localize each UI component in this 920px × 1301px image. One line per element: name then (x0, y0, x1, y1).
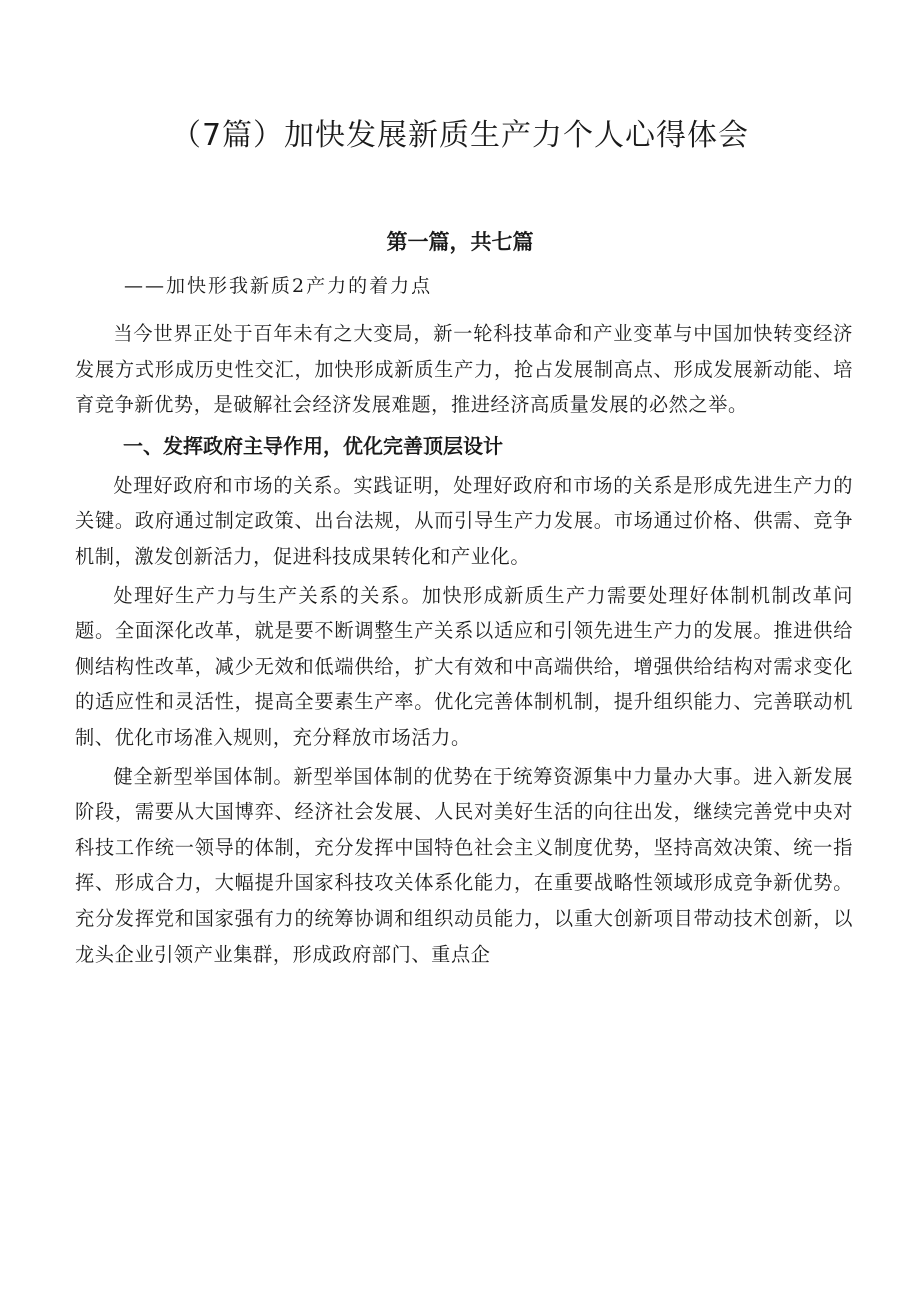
section-paragraph: 处理好生产力与生产关系的关系。加快形成新质生产力需要处理好体制机制改革问题。全面深化改革，就是要不断调整生产关系以适应和引领先进生产力的发展。推进供给侧结构性改革，减少无效和低端供给，扩大有效和中高端供给，增强供给结构对需求变化的适应性和灵活性，提高全要素生产率。优化完善体制机制，提升组织能力、完善联动机制、优化市场准入规则，充分释放市场活力。 (75, 583, 853, 749)
document-body (75, 316, 853, 972)
section-paragraph: 处理好政府和市场的关系。实践证明，处理好政府和市场的关系是形成先进生产力的关键。政府通过制定政策、出台法规，从而引导生产力发展。市场通过价格、供需、竞争机制，激发创新活力，促进科技成果转化和产业化。 (75, 473, 853, 568)
section-heading: 一、发挥政府主导作用，优化完善顶层设计 (123, 433, 503, 458)
section-paragraph: 健全新型举国体制。新型举国体制的优势在于统筹资源集中力量办大事。进入新发展阶段，需要从大国博弈、经济社会发展、人民对美好生活的向往出发，继续完善党中央对科技工作统一领导的体制，充分发挥中国特色社会主义制度优势，坚持高效决策、统一指挥、形成合力，大幅提升国家科技攻关体系化能力，在重要战略性领域形成竞争新优势。充分发挥党和国家强有力的统筹协调和组织动员能力，以重大创新项目带动技术创新，以龙头企业引领产业集群，形成政府部门、重点企 (75, 764, 853, 966)
document-title: （7篇）加快发展新质生产力个人心得体会 (170, 118, 750, 153)
chapter-subtitle: ——加快形我新质2产力的着力点 (124, 275, 433, 297)
intro-paragraph: 当今世界正处于百年未有之大变局，新一轮科技革命和产业变革与中国加快转变经济发展方式形成历史性交汇，加快形成新质生产力，抢占发展制高点、形成发展新动能、培育竞争新优势，是破解社会经济发展难题，推进经济高质量发展的必然之举。 (75, 322, 853, 417)
chapter-title: 第一篇，共七篇 (386, 230, 534, 254)
